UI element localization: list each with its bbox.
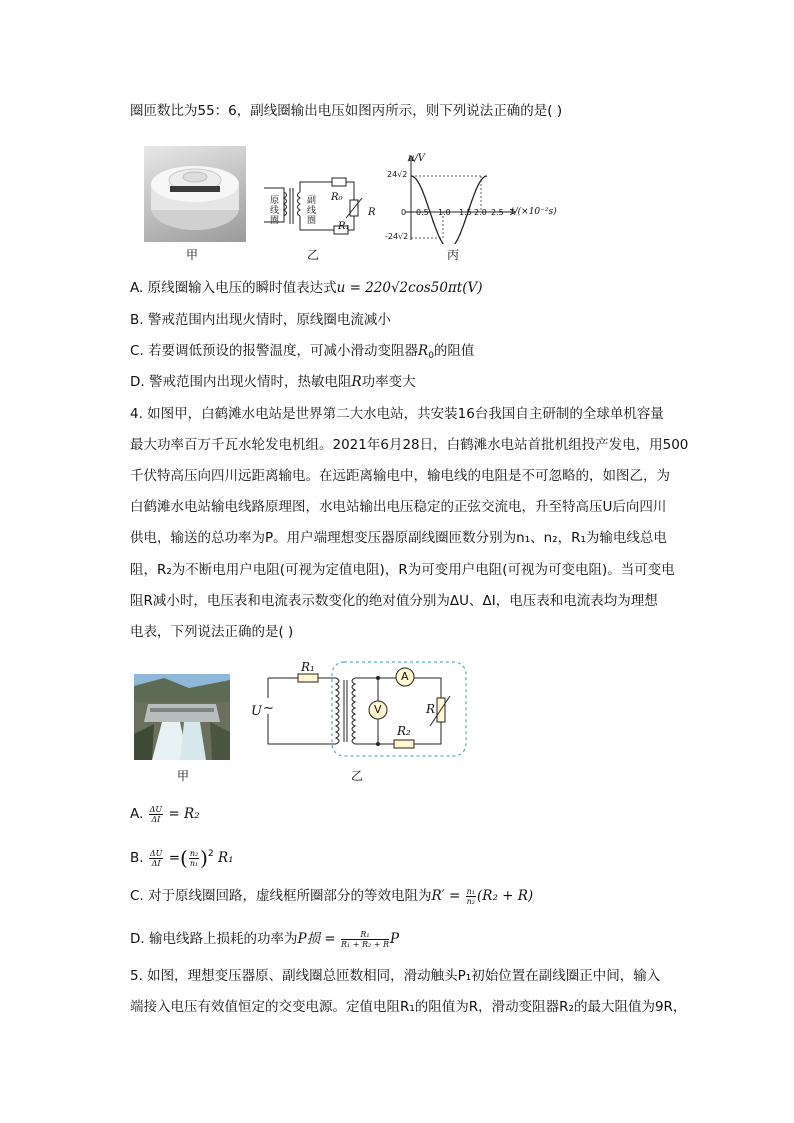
option-b-label: B.	[130, 850, 144, 866]
q5-line: 端接入电压有效值恒定的交变电源。定值电阻R₁的阻值为R，滑动变阻器R₂的最大阻值为9R，	[130, 999, 687, 1015]
hydropower-dam-photo	[134, 674, 230, 760]
c-denominator: n₂	[466, 896, 476, 906]
option-c-text: C. 对于原线圈回路，虚线框所圈部分的等效电阻为	[130, 888, 432, 904]
graph-ymin-label: -24√2	[385, 232, 409, 241]
option-a-formula: u = 220√2cos50πt(V)	[336, 280, 483, 296]
option-c-var: R	[418, 343, 429, 359]
option-d-text: D. 输电线路上损耗的功率为	[130, 931, 298, 947]
option-c-sub: 0	[428, 351, 434, 361]
smoke-detector-photo	[144, 146, 246, 242]
q4-line: 4. 如图甲，白鹤滩水电站是世界第二大水电站，共安装16台我国自主研制的全球单机容量	[130, 406, 664, 422]
graph-xtick: 1.0	[438, 208, 451, 217]
q4-ac-symbol: ~	[263, 701, 274, 716]
voltage-waveform-graph	[385, 152, 565, 244]
q4-r-label: R	[426, 702, 436, 716]
d-rhs: P	[390, 931, 400, 947]
q4-line: 供电，输送的总功率为P。用户端理想变压器原副线圈匝数分别为n₁、n₂，R₁为输电线总电	[130, 530, 667, 546]
q4-option-b: B. $\frac{\Delta U}{\Delta I}$ =( $\frac{\text{n₂}}{\text{n₁}}$ )$^2$ R₁	[130, 846, 234, 870]
q4-line: 千伏特高压向四川远距离输电。在远距离输电中，输电线的电阻是不可忽略的，如图乙，为	[130, 468, 670, 484]
d-denominator: R₁ + R₂ + R	[340, 939, 390, 949]
a-numerator: ΔU	[149, 804, 163, 814]
c-lhs: R′ =	[431, 888, 461, 904]
q4-option-d	[130, 929, 399, 949]
graph-xtick: 2.5	[491, 208, 504, 217]
ammeter-label: A	[401, 670, 409, 683]
b-rhs: R₁	[218, 850, 234, 866]
option-c-text: C. 若要调低预设的报警温度，可减小滑动变阻器	[130, 343, 419, 359]
option-a-label: A.	[130, 806, 144, 822]
fig4-jia-caption: 甲	[177, 769, 190, 783]
c-rhs: (R₂ + R)	[477, 888, 534, 904]
q3-option-b: B. 警戒范围内出现火情时，原线圈电流减小	[130, 312, 391, 328]
q3-option-c	[130, 341, 474, 366]
thermistor-r-label: R	[368, 207, 376, 218]
c-numerator: n₁	[466, 886, 476, 896]
d-numerator: R₁	[341, 930, 389, 940]
r1-label: R₁	[338, 221, 350, 232]
graph-xtick: 2.0	[474, 208, 487, 217]
q4-line: 电表，下列说法正确的是( )	[130, 624, 294, 640]
q4-r2-label: R₂	[397, 724, 411, 738]
option-d-text: D. 警戒范围内出现火情时，热敏电阻	[130, 374, 352, 390]
fig-jia-caption: 甲	[186, 248, 199, 262]
secondary-coil-label: 副线圈	[307, 196, 317, 226]
b-inner-denominator: n₁	[189, 858, 199, 868]
fig-bing-caption: 丙	[447, 248, 460, 262]
graph-xtick: 0.5	[416, 208, 429, 217]
fig-yi-caption: 乙	[307, 248, 320, 262]
option-d-suffix: 功率变大	[361, 374, 416, 390]
q4-line: 白鹤滩水电站输电线路原理图，水电站输出电压稳定的正弦交流电，升至特高压U后向四川	[130, 499, 667, 515]
graph-ymax-label: 24√2	[387, 170, 408, 179]
b-inner-numerator: n₂	[189, 848, 199, 858]
b-denominator: ΔI	[151, 858, 161, 868]
q3-intro: 圈匝数比为55：6，副线圈输出电压如图丙所示，则下列说法正确的是( )	[130, 103, 563, 119]
q4-line: 阻，R₂为不断电用户电阻(可视为定值电阻)，R为可变用户电阻(可视为可变电阻)。当可变电	[130, 562, 675, 578]
q5-line: 5. 如图，理想变压器原、副线圈总匝数相同，滑动触头P₁初始位置在副线圈正中间，输入	[130, 968, 661, 984]
q3-option-d	[130, 372, 416, 392]
option-c-suffix: 的阻值	[433, 343, 475, 359]
q4-line: 阻R减小时，电压表和电流表示数变化的绝对值分别为ΔU、ΔI，电压表和电流表均为理想	[130, 593, 658, 609]
a-rhs: = R₂	[168, 806, 200, 822]
b-numerator: ΔU	[149, 848, 163, 858]
option-a-text: A. 原线圈输入电压的瞬时值表达式	[130, 280, 337, 296]
d-lhs: P损 =	[297, 931, 336, 947]
r0-label: R₀	[331, 192, 343, 203]
q4-option-c	[130, 886, 533, 906]
q4-r1-label: R₁	[301, 660, 315, 674]
option-d-var: R	[351, 374, 362, 390]
voltmeter-label: V	[374, 703, 382, 716]
fig4-yi-caption: 乙	[351, 769, 364, 783]
q4-line: 最大功率百万千瓦水轮发电机组。2021年6月28日，白鹤滩水电站首批机组投产发电，用500	[130, 437, 689, 453]
b-exponent: 2	[207, 849, 214, 859]
transmission-circuit	[244, 658, 474, 760]
primary-coil-label: 原线圈	[270, 196, 280, 226]
graph-xtick: 1.5	[459, 208, 472, 217]
graph-xlabel: t/(×10⁻²s)	[511, 207, 557, 217]
q4-u-label: U	[251, 704, 262, 719]
graph-origin: 0	[401, 208, 407, 217]
a-denominator: ΔI	[151, 814, 161, 824]
q4-option-a	[130, 804, 200, 824]
q3-option-a	[130, 278, 483, 298]
graph-ylabel: u/V	[408, 153, 426, 164]
